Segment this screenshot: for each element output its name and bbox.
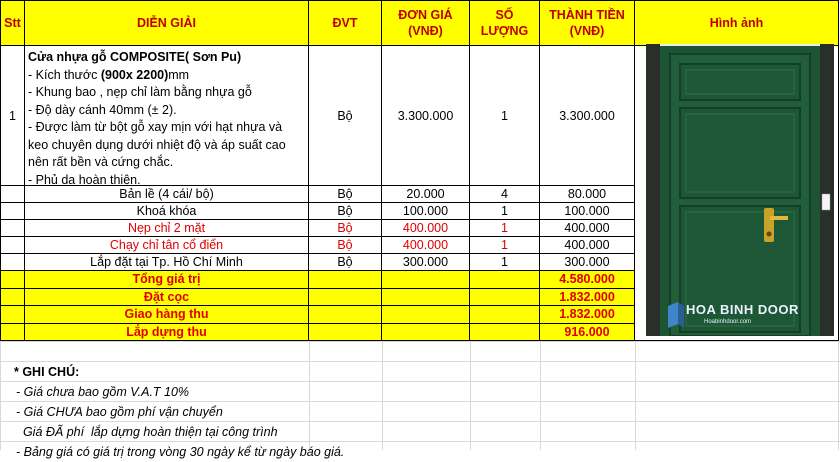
note-item: - Giá CHƯA bao gồm phí vận chuyển [16, 405, 223, 419]
row-total: 400.000 [540, 220, 635, 237]
row-unit-price: 400.000 [382, 237, 470, 254]
total-stt [0, 324, 25, 342]
header-unit-price: ĐƠN GIÁ (VNĐ) [382, 0, 470, 46]
note-item: - Bảng giá có giá trị trong vòng 30 ngày kể từ ngày báo giá. [16, 445, 345, 459]
total-blank [470, 271, 540, 289]
row-stt [0, 203, 25, 220]
door-illustration [646, 44, 834, 336]
total-blank [470, 306, 540, 324]
desc-line-bold: (900x 2200) [100, 67, 169, 82]
row-total: 400.000 [540, 237, 635, 254]
row-unit: Bộ [309, 237, 382, 254]
main-item-stt: 1 [0, 46, 25, 186]
desc-line-text: mm [168, 67, 190, 82]
row-total: 100.000 [540, 203, 635, 220]
row-unit-price: 400.000 [382, 220, 470, 237]
row-stt [0, 254, 25, 271]
total-stt [0, 289, 25, 307]
row-unit: Bộ [309, 186, 382, 203]
notes-section [16, 362, 344, 462]
total-blank [309, 306, 382, 324]
brand-name: HOA BINH DOOR [686, 302, 799, 317]
row-unit: Bộ [309, 254, 382, 271]
total-blank [309, 289, 382, 307]
row-total: 80.000 [540, 186, 635, 203]
row-description: Lắp đặt tại Tp. Hồ Chí Minh [25, 254, 309, 271]
note-item: Giá ĐÃ phí lắp dựng hoàn thiện tại công trình [16, 425, 278, 439]
header-description: DIỄN GIẢI [25, 0, 309, 46]
desc-line: nên rất bền và cứng chắc. [28, 155, 174, 169]
brand-logo [664, 300, 824, 334]
row-unit: Bộ [309, 220, 382, 237]
row-unit-price: 20.000 [382, 186, 470, 203]
total-blank [470, 324, 540, 342]
total-blank [382, 306, 470, 324]
notes-title: * GHI CHÚ: [14, 365, 80, 379]
header-image: Hình ảnh [635, 0, 839, 46]
row-quantity: 4 [470, 186, 540, 203]
row-quantity: 1 [470, 254, 540, 271]
header-total: THÀNH TIỀN (VNĐ) [540, 0, 635, 46]
main-item-total: 3.300.000 [540, 46, 635, 186]
total-label: Đặt cọc [25, 289, 309, 307]
row-unit: Bộ [309, 203, 382, 220]
note-item: - Giá chưa bao gồm V.A.T 10% [16, 385, 190, 399]
total-label: Lắp dựng thu [25, 324, 309, 342]
row-quantity: 1 [470, 203, 540, 220]
total-label: Giao hàng thu [25, 306, 309, 324]
grid-line [635, 341, 636, 450]
total-stt [0, 306, 25, 324]
row-total: 300.000 [540, 254, 635, 271]
total-blank [470, 289, 540, 307]
total-label: Tổng giá trị [25, 271, 309, 289]
row-quantity: 1 [470, 237, 540, 254]
desc-line [28, 67, 305, 85]
grid-line [540, 341, 541, 450]
grid-line [0, 341, 840, 342]
total-stt [0, 271, 25, 289]
desc-line: keo chuyên dụng dưới nhiệt độ và áp suất cao [28, 137, 286, 152]
desc-line-text: - Kích thước [28, 67, 101, 82]
row-unit-price: 300.000 [382, 254, 470, 271]
main-item-quantity: 1 [470, 46, 540, 186]
door-logo-icon [664, 300, 686, 330]
total-value: 1.832.000 [540, 289, 635, 307]
desc-line: - Khung bao , nẹp chỉ làm bằng nhựa gỗ [28, 85, 252, 99]
row-stt [0, 220, 25, 237]
row-stt [0, 186, 25, 203]
row-quantity: 1 [470, 220, 540, 237]
door-image [646, 44, 834, 336]
main-item-unit-price: 3.300.000 [382, 46, 470, 186]
header-quantity: SỐ LƯỢNG [470, 0, 540, 46]
total-value: 4.580.000 [540, 271, 635, 289]
grid-line [470, 341, 471, 450]
row-description: Chạy chỉ tân cổ điển [25, 237, 309, 254]
total-blank [382, 324, 470, 342]
main-item-unit: Bộ [309, 46, 382, 186]
desc-line: - Phủ da hoàn thiện. [28, 172, 141, 187]
main-item-description [25, 47, 308, 185]
header-stt: Stt [0, 0, 25, 46]
row-stt [0, 237, 25, 254]
row-description: Nẹp chỉ 2 mặt [25, 220, 309, 237]
total-blank [382, 271, 470, 289]
total-blank [309, 271, 382, 289]
total-value: 1.832.000 [540, 306, 635, 324]
main-item-title: Cửa nhựa gỗ COMPOSITE( Sơn Pu) [28, 50, 242, 64]
grid-line [382, 341, 383, 450]
header-unit: ĐVT [309, 0, 382, 46]
row-description: Bản lề (4 cái/ bộ) [25, 186, 309, 203]
brand-site: Hoabinhdoor.com [704, 319, 752, 325]
desc-line: - Được làm từ bột gỗ xay mịn với hạt nhựa và [28, 120, 283, 134]
total-blank [382, 289, 470, 307]
row-unit-price: 100.000 [382, 203, 470, 220]
total-blank [309, 324, 382, 342]
desc-line: - Độ dày cánh 40mm (± 2). [28, 102, 177, 117]
total-value: 916.000 [540, 324, 635, 342]
row-description: Khoá khóa [25, 203, 309, 220]
